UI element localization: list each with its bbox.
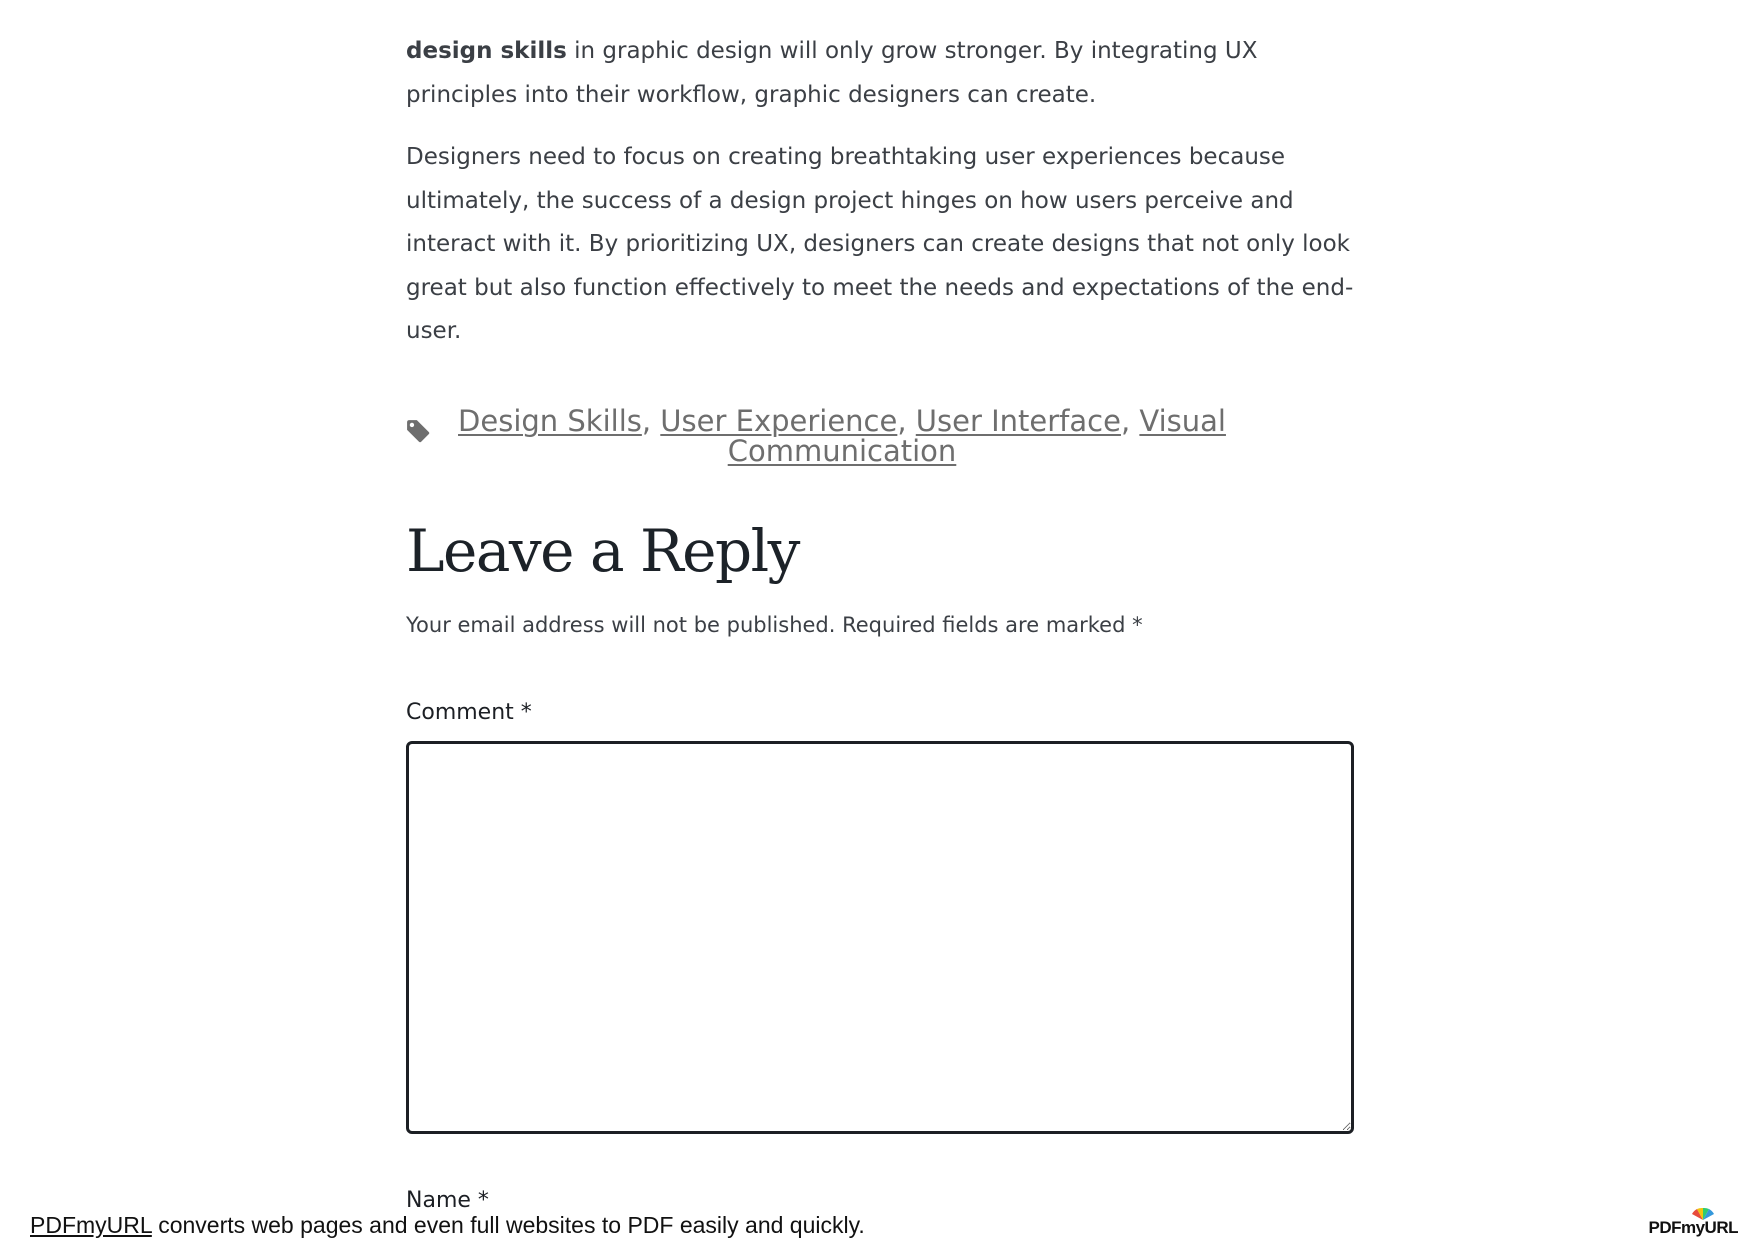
footer-text: converts web pages and even full websites to PDF easily and quickly.	[151, 1212, 865, 1238]
bold-phrase: design skills	[406, 38, 567, 64]
tag-link-visual-communication[interactable]: Visual Communication	[727, 403, 1226, 468]
tag-separator: ,	[641, 403, 652, 438]
tag-separator: ,	[1120, 403, 1131, 438]
pdf-footer	[30, 1212, 865, 1239]
name-label: Name *	[406, 1187, 489, 1213]
tag-links	[446, 403, 1238, 468]
tag-link-user-experience[interactable]: User Experience	[660, 403, 898, 438]
tag-link-design-skills[interactable]: Design Skills	[458, 403, 642, 438]
article-content	[406, 30, 1354, 1216]
article-paragraph: Designers need to focus on creating breathtaking user experiences because ultimately, the success of a design project hinges on how users perceive and interact with it. By prioritizing UX, designers can create designs that not only look great but also function effectively to meet the needs and expectations of the end-user.	[406, 144, 1354, 344]
comment-label: Comment *	[406, 699, 532, 725]
reply-title: Leave a Reply	[406, 516, 799, 585]
tag-separator: ,	[897, 403, 907, 438]
pdfmyurl-link[interactable]: PDFmyURL	[30, 1212, 152, 1238]
paragraph-text: in graphic design will only grow stronger. By integrating UX principles into their workflow, graphic designers can create.	[406, 38, 1258, 108]
comment-textarea[interactable]	[406, 741, 1354, 1134]
tag-link-user-interface[interactable]: User Interface	[915, 403, 1121, 438]
article-paragraph	[406, 30, 1354, 117]
post-tags	[406, 403, 1354, 470]
logo-text: PDFmyURL	[1648, 1218, 1738, 1237]
comment-notes: Your email address will not be published. Required fields are marked *	[406, 612, 1143, 637]
tag-icon	[406, 419, 432, 445]
pdfmyurl-logo	[1648, 1208, 1738, 1238]
